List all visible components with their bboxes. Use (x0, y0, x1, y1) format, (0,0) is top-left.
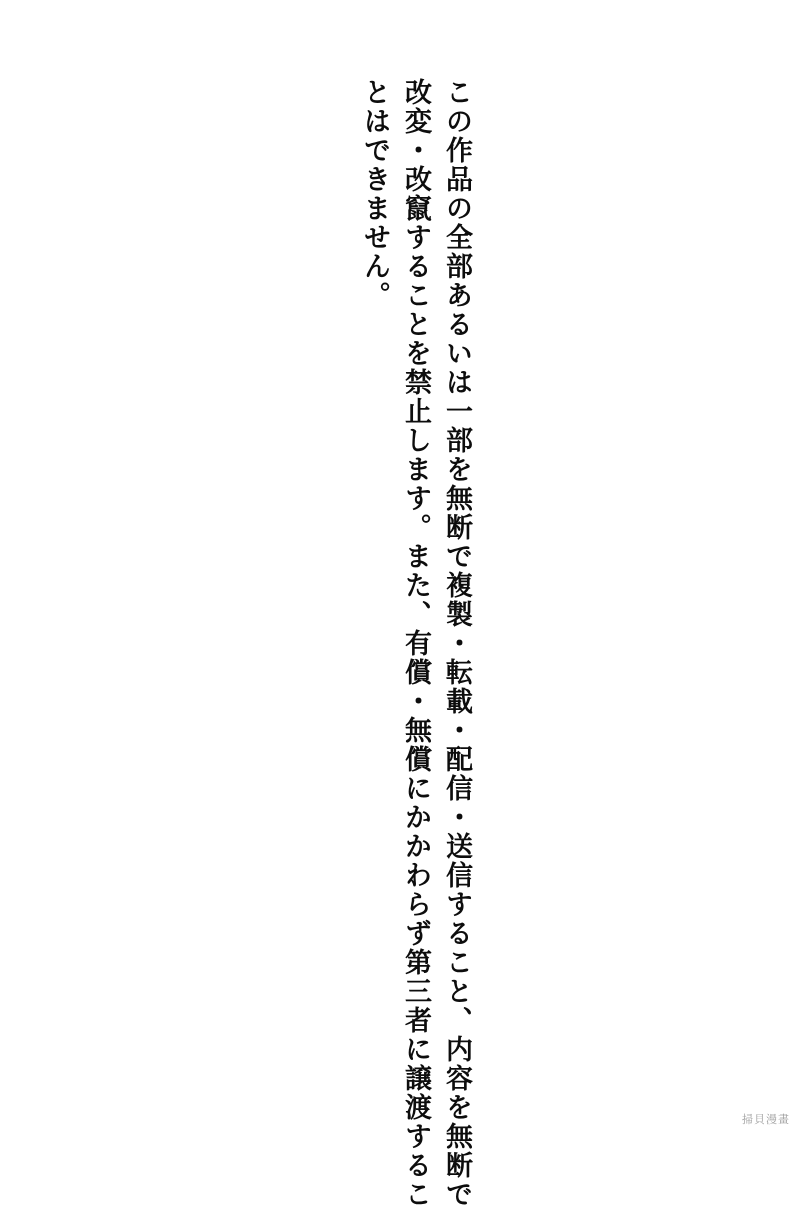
watermark-credit: 掃貝漫畫 (742, 1113, 790, 1126)
notice-line-2: 改変・改竄することを禁止します。また、有償・無償にかかわらず第三者に譲渡するこ (400, 78, 431, 1209)
notice-line-1: この作品の全部あるいは一部を無断で複製・転載・配信・送信すること、内容を無断で (441, 78, 472, 1209)
copyright-notice (347, 78, 472, 1209)
notice-line-3: とはできません。 (359, 78, 390, 310)
